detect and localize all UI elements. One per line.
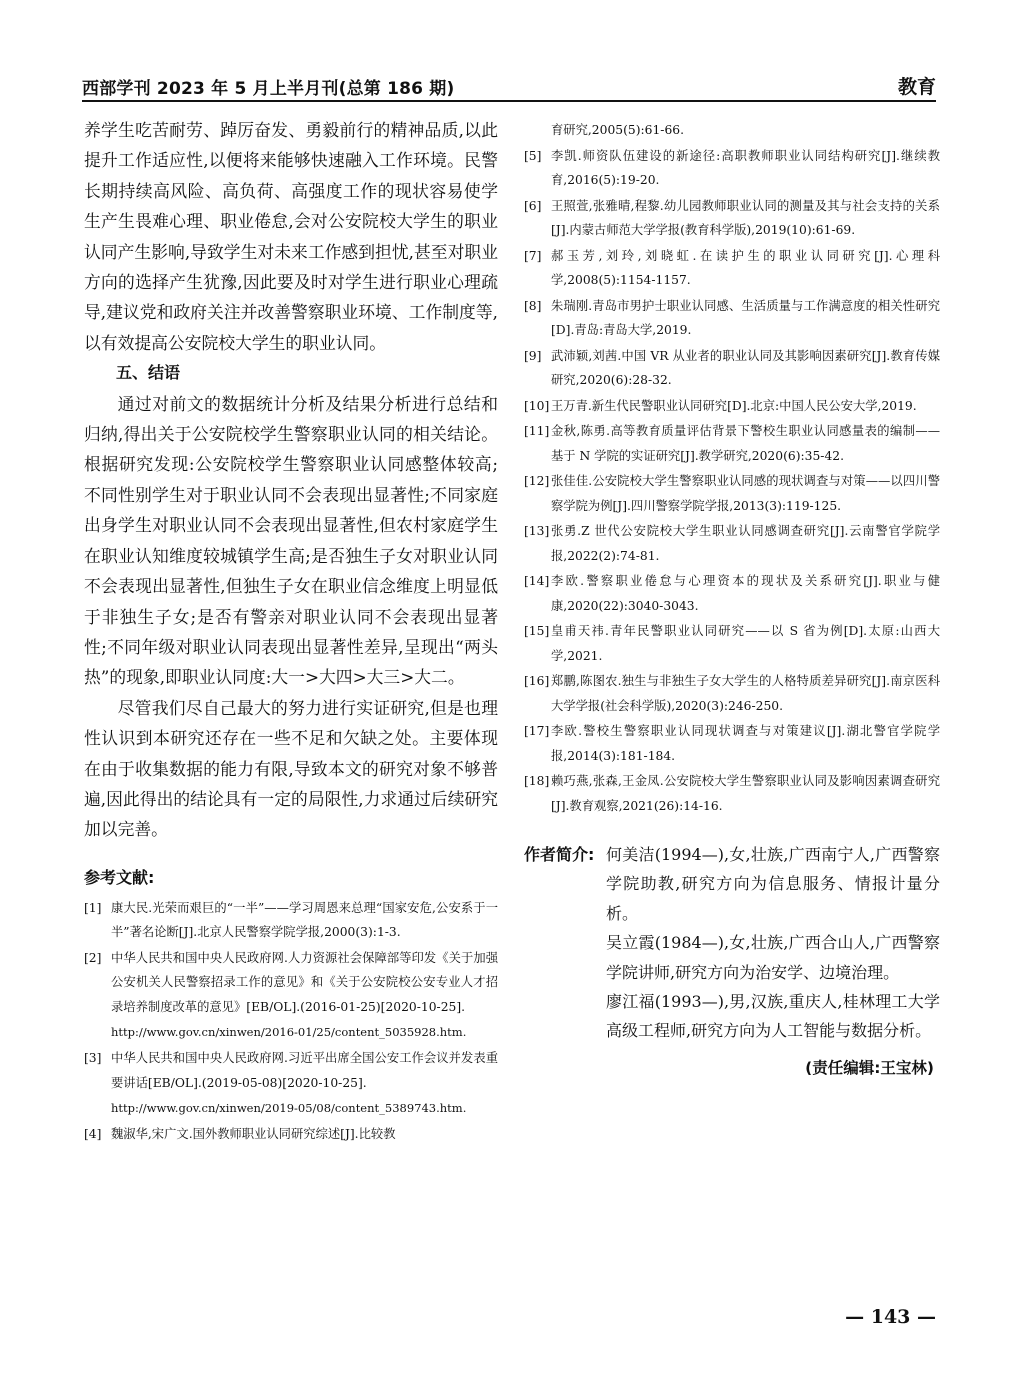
reference-number: [1] [84,900,102,915]
reference-text: 王照萱,张雅晴,程黎.幼儿园教师职业认同的测量及其与社会支持的关系[J].内蒙古师范大学学报(教育科学版),2019(10):61-69. [551,198,940,237]
journal-issue-title: 西部学刊 2023 年 5 月上半月刊(总第 186 期) [82,79,455,99]
reference-number: [7] [524,248,542,263]
reference-text: 赖巧燕,张森,王金凤.公安院校大学生警察职业认同及影响因素调查研究[J].教育观察,2021(26):14-16. [551,774,940,813]
body-paragraph-3: 尽管我们尽自己最大的努力进行实证研究,但是也理性认识到本研究还存在一些不足和欠缺之处。主要体现在由于收集数据的能力有限,导致本文的研究对象不够普遍,因此得出的结论具有一定的局限性,力求通过后续研究加以完善。 [84,697,498,840]
left-column [84,115,498,1148]
author-entry: 廖江福(1993—),男,汉族,重庆人,桂林理工大学高级工程师,研究方向为人工智能与数据分析。 [606,992,940,1041]
reference-number: [15] [524,624,550,638]
reference-list-left [84,896,498,1147]
reference-number: [11] [524,424,550,438]
reference-url: http://www.gov.cn/xinwen/2016-01/25/content_5035928.htm. [111,1025,467,1040]
page-number: — 143 — [845,1306,936,1328]
reference-number: [8] [524,298,542,313]
running-header [82,72,936,102]
reference-item [524,194,940,243]
reference-number: [16] [524,674,550,688]
right-column [524,118,940,1078]
reference-item [524,719,940,768]
reference-text: 王万青.新生代民警职业认同研究[D].北京:中国人民公安大学,2019. [551,398,917,413]
reference-text: 郑鹏,陈图农.独生与非独生子女大学生的人格特质差异研究[J].南京医科大学学报(社会科学版),2020(3):246-250. [551,674,940,713]
author-bio [524,840,940,1046]
reference-url: http://www.gov.cn/xinwen/2019-05/08/content_5389743.htm. [111,1101,467,1116]
reference-item [84,1122,498,1147]
reference-item [84,896,498,945]
section-heading-conclusion: 五、结语 [116,363,181,383]
reference-number: [4] [84,1127,102,1142]
reference-number: [17] [524,724,550,738]
body-paragraph-1: 养学生吃苦耐劳、踔厉奋发、勇毅前行的精神品质,以此提升工作适应性,以便将来能够快速融入工作环境。民警长期持续高风险、高负荷、高强度工作的现状容易使学生产生畏难心理、职业倦怠,会对公安院校大学生的职业认同产生影响,导致学生对未来工作感到担忧,甚至对职业方向的选择产生犹豫,因此要及时对学生进行职业心理疏导,建议党和政府关注并改善警察职业环境、工作制度等,以有效提高公安院校大学生的职业认同。 [84,120,498,353]
reference-text: 李欧.警校生警察职业认同现状调查与对策建议[J].湖北警官学院学报,2014(3):181-184. [551,724,940,763]
reference-text: 朱瑞刚.青岛市男护士职业认同感、生活质量与工作满意度的相关性研究[D].青岛:青岛大学,2019. [551,298,940,337]
section-label: 教育 [897,76,936,98]
reference-number: [12] [524,474,550,488]
reference-number: [14] [524,574,550,588]
reference-text: 郝玉芳,刘玲,刘晓虹.在读护生的职业认同研究[J].心理科学,2008(5):1154-1157. [551,248,940,287]
reference-item [524,569,940,618]
author-entry: 吴立霞(1984—),女,壮族,广西合山人,广西警察学院讲师,研究方向为治安学、边境治理。 [606,933,940,982]
reference-text: 张勇.Z 世代公安院校大学生职业认同感调查研究[J].云南警官学院学报,2022(2):74-81. [551,524,940,563]
reference-item [524,294,940,343]
reference-item [524,394,940,419]
reference-text: 武沛颖,刘茜.中国 VR 从业者的职业认同及其影响因素研究[J].教育传媒研究,2020(6):28-32. [551,348,940,387]
reference-text: 魏淑华,宋广文.国外教师职业认同研究综述[J].比较教 [111,1127,396,1142]
reference-text: 中华人民共和国中央人民政府网.习近平出席全国公安工作会议并发表重要讲话[EB/OL].(2019-05-08)[2020-10-25]. [111,1051,498,1090]
reference-item [524,669,940,718]
reference-item [524,419,940,468]
reference-text: 中华人民共和国中央人民政府网.人力资源社会保障部等印发《关于加强公安机关人民警察招录工作的意见》和《关于公安院校公安专业人才招录培养制度改革的意见》[EB/OL].(2016-01-25)[2020-10-25]. [111,950,498,1014]
references-title: 参考文献: [84,867,155,887]
reference-text: 张佳佳.公安院校大学生警察职业认同感的现状调查与对策——以四川警察学院为例[J].四川警察学院学报,2013(3):119-125. [551,474,940,513]
reference-list-right [524,118,940,818]
reference-number: [5] [524,148,542,163]
body-paragraph-2: 通过对前文的数据统计分析及结果分析进行总结和归纳,得出关于公安院校学生警察职业认同的相关结论。根据研究发现:公安院校学生警察职业认同感整体较高;不同性别学生对于职业认同不会表现出显著性;不同家庭出身学生对职业认同不会表现出显著性,但农村家庭学生在职业认知维度较城镇学生高;是否独生子女对职业认同不会表现出显著性,但独生子女在职业信念维度上明显低于非独生子女;是否有警亲对职业认同不会表现出显著性;不同年级对职业认同表现出显著性差异,呈现出“两头热”的现象,即职业认同度:大一>大四>大三>大二。 [84,393,498,688]
author-entry: 何美洁(1994—),女,壮族,广西南宁人,广西警察学院助教,研究方向为信息服务、情报计量分析。 [606,845,940,923]
reference-item [524,144,940,193]
reference-item [524,244,940,293]
reference-number: [3] [84,1051,102,1066]
reference-item [524,344,940,393]
reference-text: 皇甫天祎.青年民警职业认同研究——以 S 省为例[D].太原:山西大学,2021. [551,624,940,663]
author-bio-label: 作者简介: [524,845,595,864]
reference-number: [2] [84,950,102,965]
reference-text: 康大民.光荣而艰巨的“一半”——学习周恩来总理“国家安危,公安系于一半”著名论断[J].北京人民警察学院学报,2000(3):1-3. [111,900,498,940]
reference-number: [9] [524,348,542,363]
reference-item [84,946,498,1020]
reference-item [524,769,940,818]
reference-number: [13] [524,524,550,538]
reference-item [524,469,940,518]
reference-text: 育研究,2005(5):61-66. [551,123,685,137]
reference-item [524,519,940,568]
reference-number: [6] [524,198,542,213]
reference-item [524,118,940,143]
reference-item [84,1046,498,1095]
reference-text: 金秋,陈勇.高等教育质量评估背景下警校生职业认同感量表的编制——基于 N 学院的实证研究[J].教学研究,2020(6):35-42. [551,424,940,463]
author-bio-body [524,840,940,1046]
reference-number: [10] [524,398,550,413]
reference-number: [18] [524,774,550,788]
reference-item [524,619,940,668]
reference-text: 李凯.师资队伍建设的新途径:高职教师职业认同结构研究[J].继续教育,2016(5):19-20. [551,148,940,187]
reference-text: 李欧.警察职业倦怠与心理资本的现状及关系研究[J].职业与健康,2020(22):3040-3043. [551,574,940,613]
responsible-editor: (责任编辑:王宝林) [805,1058,934,1077]
